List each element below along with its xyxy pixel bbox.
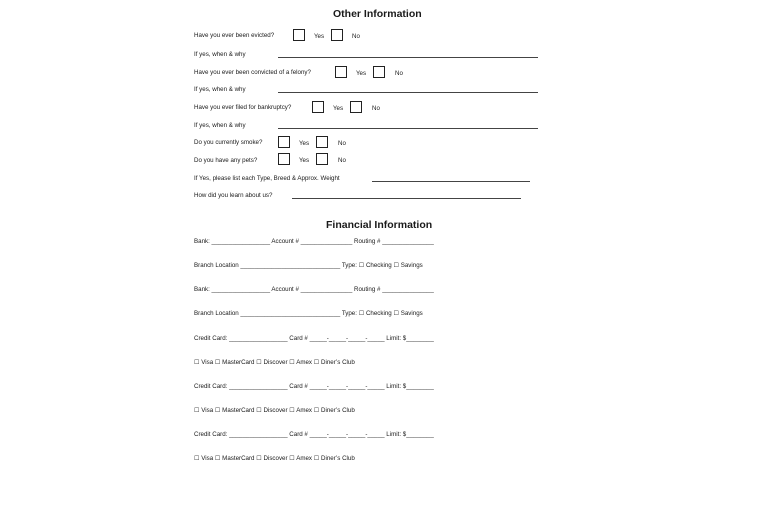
pets-yes-checkbox[interactable] xyxy=(278,153,290,165)
bankruptcy-yes-checkbox[interactable] xyxy=(312,101,324,113)
bank-2-row[interactable]: Bank: _________________ Account # _______________ Routing # _______________ xyxy=(194,286,434,293)
branch-1-row[interactable]: Branch Location _____________________________ Type: ☐ Checking ☐ Savings xyxy=(194,262,423,269)
smoke-yes-label: Yes xyxy=(299,140,310,147)
bankruptcy-yes-label: Yes xyxy=(333,105,344,112)
felony-no-label: No xyxy=(395,70,403,77)
felony-yes-label: Yes xyxy=(356,70,367,77)
financial-information-heading: Financial Information xyxy=(326,219,433,231)
other-information-heading: Other Information xyxy=(333,8,422,20)
learn-about-us-label: How did you learn about us? xyxy=(194,192,273,199)
evicted-no-label: No xyxy=(352,33,360,40)
pets-list-line[interactable] xyxy=(372,181,530,182)
felony-if-yes-label: If yes, when & why xyxy=(194,86,246,93)
smoke-yes-checkbox[interactable] xyxy=(278,136,290,148)
card-types-2-row[interactable]: ☐ Visa ☐ MasterCard ☐ Discover ☐ Amex ☐ Diner’s Club xyxy=(194,407,355,414)
bankruptcy-no-checkbox[interactable] xyxy=(350,101,362,113)
bankruptcy-question: Have you ever filed for bankruptcy? xyxy=(194,104,292,111)
card-types-3-row[interactable]: ☐ Visa ☐ MasterCard ☐ Discover ☐ Amex ☐ Diner’s Club xyxy=(194,455,355,462)
bankruptcy-if-yes-label: If yes, when & why xyxy=(194,122,246,129)
evicted-if-yes-label: If yes, when & why xyxy=(194,51,246,58)
smoke-question: Do you currently smoke? xyxy=(194,139,263,146)
learn-about-us-line[interactable] xyxy=(292,198,521,199)
smoke-no-label: No xyxy=(338,140,346,147)
pets-list-label: If Yes, please list each Type, Breed & Approx. Weight xyxy=(194,175,340,182)
bankruptcy-explanation-line[interactable] xyxy=(278,128,538,129)
bankruptcy-no-label: No xyxy=(372,105,380,112)
smoke-no-checkbox[interactable] xyxy=(316,136,328,148)
felony-yes-checkbox[interactable] xyxy=(335,66,347,78)
pets-no-checkbox[interactable] xyxy=(316,153,328,165)
evicted-no-checkbox[interactable] xyxy=(331,29,343,41)
evicted-yes-label: Yes xyxy=(314,33,325,40)
felony-question: Have you ever been convicted of a felony? xyxy=(194,69,311,76)
pets-no-label: No xyxy=(338,157,346,164)
credit-card-3-row[interactable]: Credit Card: _________________ Card # _____-_____-_____-_____ Limit: $________ xyxy=(194,431,434,438)
pets-yes-label: Yes xyxy=(299,157,310,164)
evicted-question: Have you ever been evicted? xyxy=(194,32,275,39)
evicted-explanation-line[interactable] xyxy=(278,57,538,58)
evicted-yes-checkbox[interactable] xyxy=(293,29,305,41)
credit-card-1-row[interactable]: Credit Card: _________________ Card # _____-_____-_____-_____ Limit: $________ xyxy=(194,335,434,342)
pets-question: Do you have any pets? xyxy=(194,157,258,164)
bank-1-row[interactable]: Bank: _________________ Account # _______________ Routing # _______________ xyxy=(194,238,434,245)
card-types-1-row[interactable]: ☐ Visa ☐ MasterCard ☐ Discover ☐ Amex ☐ Diner’s Club xyxy=(194,359,355,366)
branch-2-row[interactable]: Branch Location _____________________________ Type: ☐ Checking ☐ Savings xyxy=(194,310,423,317)
felony-no-checkbox[interactable] xyxy=(373,66,385,78)
felony-explanation-line[interactable] xyxy=(278,92,538,93)
credit-card-2-row[interactable]: Credit Card: _________________ Card # _____-_____-_____-_____ Limit: $________ xyxy=(194,383,434,390)
